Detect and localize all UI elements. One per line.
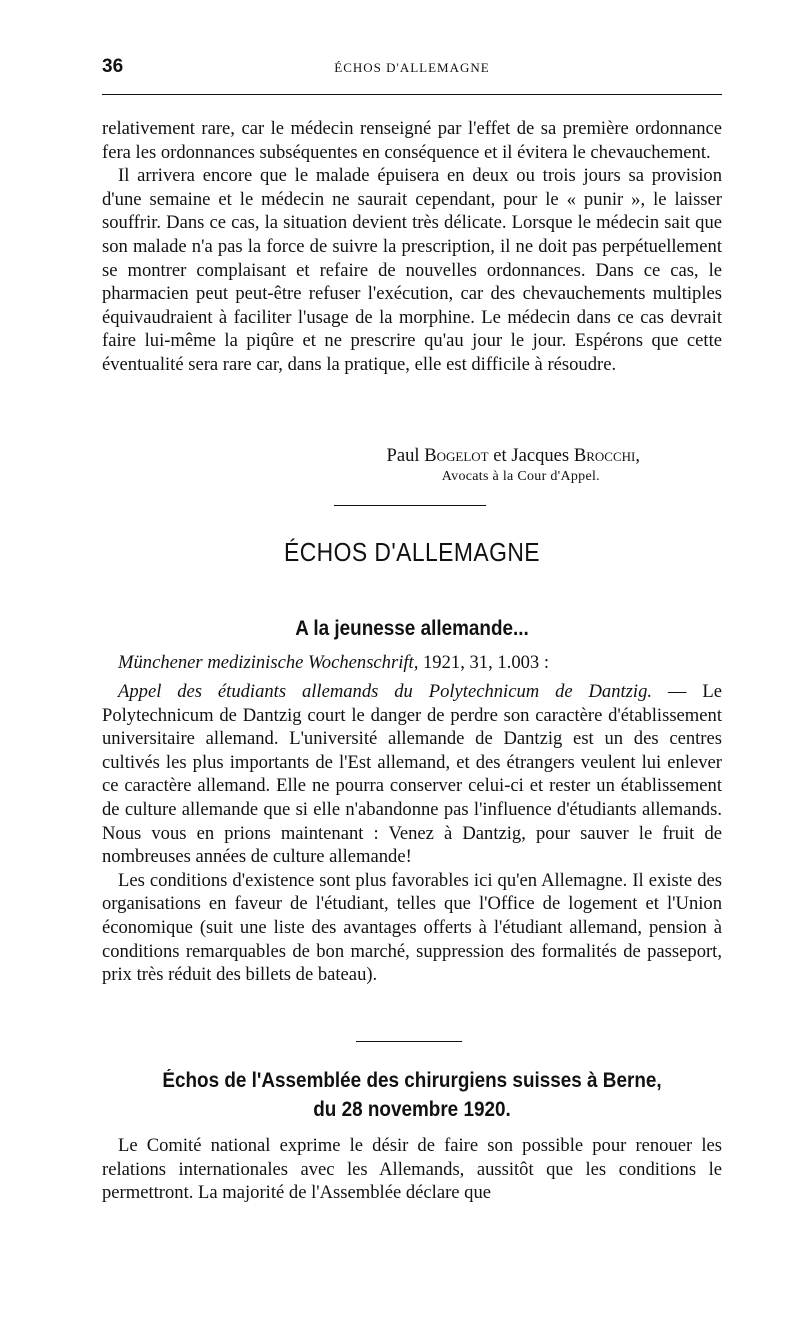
- article-heading: [133, 1066, 691, 1124]
- citation-journal: Münchener medizinische Wochenschrift,: [118, 652, 419, 673]
- paragraph: Il arrivera encore que le malade épuisera en deux ou trois jours sa provision d'une semaine et le médecin ne saurait cependant, pour le « punir », le laisser souffrir. Dans ce cas, la situation devient très délicate. Lorsque le médecin sait que son malade n'a pas la force de suivre la prescription, il ne doit pas perpétuellement se montrer complaisant et refaire de nouvelles ordonnances. Dans ce cas, le pharmacien peut peut-être refuser l'exécution, car des chevauchements multiples équivaudraient à faciliter l'usage de la morphine. Le médecin dans ce cas devrait faire lui-même la piqûre et ne prescrire qu'au jour le jour. Espérons que cette éventualité sera rare car, dans la pratique, elle est difficile à résoudre.: [102, 165, 722, 375]
- heading-line: Échos de l'Assemblée des chirurgiens suisses à Berne,: [162, 1069, 662, 1092]
- author-first-name: Paul: [386, 445, 425, 466]
- section-divider: [334, 505, 486, 506]
- author-conjunction: et Jacques: [488, 445, 574, 466]
- heading-line: du 28 novembre 1920.: [313, 1098, 511, 1121]
- signature: [102, 444, 722, 487]
- paragraph: [102, 680, 722, 869]
- previous-article-body: [102, 117, 722, 377]
- lead-title: Appel des étudiants allemands du Polytechnicum de Dantzig.: [118, 681, 653, 702]
- author-surname: Bogelot: [424, 445, 489, 466]
- article-heading: A la jeunesse allemande...: [295, 617, 529, 640]
- article-body: [102, 680, 722, 987]
- page-number: 36: [102, 56, 124, 77]
- lead-text: — Le Polytechnicum de Dantzig court le danger de perdre son caractère d'établissement universitaire allemand. L'université allemande de Dantzig est un des centres cultivés les plus importants de l'Est allemand, et des étrangers veulent lui enlever ce caractère allemand. Elle ne pourra conserver celui-ci et rester un établissement de culture allemande que si elle n'abandonne pas l'influence d'étudiants allemands. Nous vous en prions maintenant : Venez à Dantzig, pour sauver le fruit de nombreuses années de culture allemande!: [102, 681, 722, 868]
- running-title: ÉCHOS D'ALLEMAGNE: [334, 60, 490, 75]
- header-rule: [102, 94, 722, 95]
- citation-reference: 1921, 31, 1.003 :: [418, 652, 550, 673]
- section-title: ÉCHOS D'ALLEMAGNE: [284, 537, 540, 567]
- running-head: [102, 56, 722, 84]
- paragraph: Le Comité national exprime le désir de faire son possible pour renouer les relations internationales avec les Allemands, aussitôt que les conditions le permettront. La majorité de l'Assemblée déclare que: [102, 1135, 722, 1204]
- article-body: [102, 1134, 722, 1205]
- author-affiliation: Avocats à la Cour d'Appel.: [441, 469, 600, 484]
- paragraph: relativement rare, car le médecin renseigné par l'effet de sa première ordonnance fera les ordonnances subséquentes en conséquence et il évitera le chevauchement.: [102, 118, 722, 163]
- author-names: [102, 444, 722, 467]
- paragraph: Les conditions d'existence sont plus favorables ici qu'en Allemagne. Il existe des organisations en faveur de l'étudiant, telles que l'Office de logement et l'Union économique (suit une liste des avantages offerts à l'étudiant allemand, pension à conditions remarquables de bon marché, suppression des formalités de passeport, prix très réduit des billets de bateau).: [102, 869, 722, 986]
- article-divider: [356, 1041, 462, 1042]
- author-surname: Brocchi,: [573, 445, 640, 466]
- citation: [118, 652, 549, 674]
